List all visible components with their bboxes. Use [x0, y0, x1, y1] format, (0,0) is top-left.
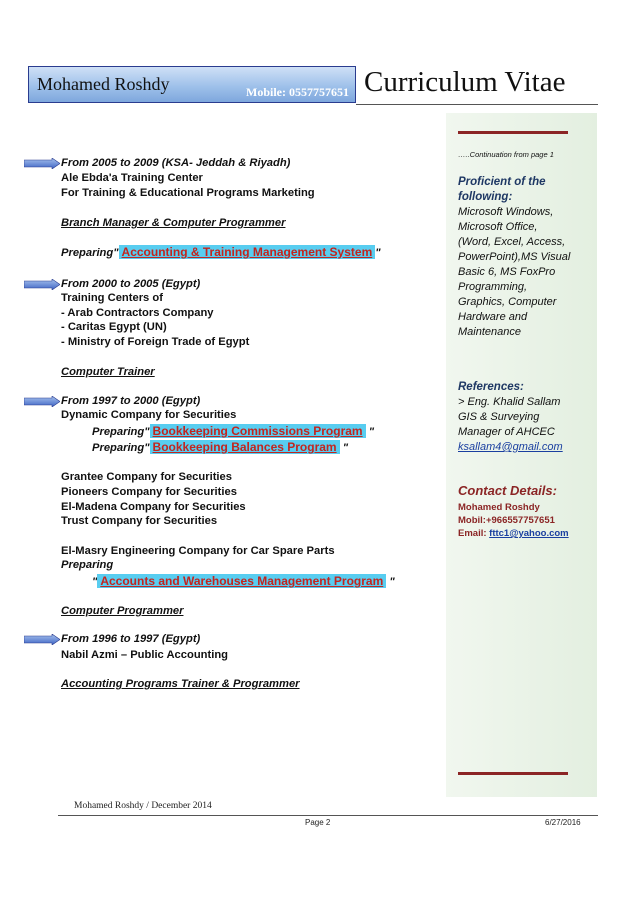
- exp1-close-quote: ": [375, 247, 381, 259]
- exp3-p2-close: ": [342, 442, 349, 454]
- reference-line: GIS & Surveying: [458, 411, 540, 423]
- exp4-role: Accounting Programs Trainer & Programmer: [61, 678, 300, 690]
- exp2-period: From 2000 to 2005 (Egypt): [61, 278, 201, 290]
- exp3-project3-line: [92, 574, 395, 589]
- exp1-project-highlight: Accounting & Training Management System: [119, 245, 376, 259]
- exp2-role: Computer Trainer: [61, 366, 155, 378]
- footer-divider: [58, 815, 598, 816]
- exp3-role: Computer Programmer: [61, 605, 184, 617]
- exp2-client-2: - Caritas Egypt (UN): [61, 321, 167, 333]
- exp3-project1-highlight: Bookkeeping Commissions Program: [150, 424, 366, 438]
- reference-email-link[interactable]: ksallam4@gmail.com: [458, 441, 563, 453]
- exp1-org-line2: For Training & Educational Programs Marketing: [61, 187, 315, 199]
- exp3-period: From 1997 to 2000 (Egypt): [61, 395, 201, 407]
- exp3-p1-preparing: Preparing": [92, 426, 150, 438]
- skill-line: Graphics, Computer: [458, 296, 557, 308]
- exp3-p3-open: ": [92, 576, 98, 588]
- footer-author-date: Mohamed Roshdy / December 2014: [74, 801, 212, 811]
- skill-line: Programming,: [458, 281, 528, 293]
- document-title: Curriculum Vitae: [364, 66, 566, 98]
- header-name: Mohamed Roshdy: [37, 74, 170, 94]
- contact-email-label: Email:: [458, 528, 490, 539]
- reference-line: > Eng. Khalid Sallam: [458, 396, 561, 408]
- skill-line: Microsoft Office,: [458, 221, 538, 233]
- reference-line: Manager of AHCEC: [458, 426, 555, 438]
- exp1-period: From 2005 to 2009 (KSA- Jeddah & Riyadh): [61, 157, 291, 169]
- contact-mobile: Mobil:+966557757651: [458, 515, 555, 526]
- exp1-preparing: Preparing": [61, 247, 119, 259]
- footer-date: 6/27/2016: [545, 818, 581, 827]
- sidebar-top-rule: [458, 131, 568, 134]
- exp3-project1-line: [92, 424, 374, 439]
- proficient-heading-2: following:: [458, 191, 513, 203]
- exp2-client-1: - Arab Contractors Company: [61, 307, 214, 319]
- skill-line: Hardware and: [458, 311, 528, 323]
- exp1-role: Branch Manager & Computer Programmer: [61, 217, 286, 229]
- bullet-arrow-icon: [24, 158, 60, 169]
- exp3-client-3: El-Madena Company for Securities: [61, 501, 246, 513]
- contact-name: Mohamed Roshdy: [458, 502, 540, 513]
- sidebar-panel: [446, 113, 597, 797]
- exp3-project2-line: [92, 440, 348, 455]
- skill-line: (Word, Excel, Access,: [458, 236, 566, 248]
- exp3-preparing: Preparing: [61, 559, 114, 571]
- proficient-heading-1: Proficient of the: [458, 176, 546, 188]
- exp4-org: Nabil Azmi – Public Accounting: [61, 649, 228, 661]
- exp3-p2-preparing: Preparing": [92, 442, 150, 454]
- contact-email-line: [458, 526, 569, 541]
- bullet-arrow-icon: [24, 396, 60, 407]
- exp3-project3-highlight: Accounts and Warehouses Management Program: [97, 574, 386, 588]
- exp2-client-3: - Ministry of Foreign Trade of Egypt: [61, 336, 250, 348]
- exp1-org-line1: Ale Ebda'a Training Center: [61, 172, 203, 184]
- exp2-org: Training Centers of: [61, 292, 163, 304]
- skill-line: Basic 6, MS FoxPro: [458, 266, 556, 278]
- exp3-org: Dynamic Company for Securities: [61, 409, 237, 421]
- skill-line: Maintenance: [458, 326, 521, 338]
- header-name-box: [28, 66, 356, 103]
- exp3-p3-close: ": [389, 576, 395, 588]
- skill-line: PowerPoint),MS Visual: [458, 251, 571, 263]
- sidebar-continuation: …..Continuation from page 1: [458, 150, 554, 159]
- exp4-period: From 1996 to 1997 (Egypt): [61, 633, 201, 645]
- contact-heading: Contact Details:: [458, 483, 557, 498]
- exp3-client-1: Grantee Company for Securities: [61, 471, 232, 483]
- exp3-project2-highlight: Bookkeeping Balances Program: [150, 440, 340, 454]
- sidebar-bottom-rule: [458, 772, 568, 775]
- exp3-client-5: El-Masry Engineering Company for Car Spare Parts: [61, 545, 335, 557]
- exp3-client-4: Trust Company for Securities: [61, 515, 218, 527]
- header-divider: [356, 104, 598, 105]
- bullet-arrow-icon: [24, 634, 60, 645]
- bullet-arrow-icon: [24, 279, 60, 290]
- contact-email-link[interactable]: fttc1@yahoo.com: [489, 528, 569, 539]
- exp3-p1-close: ": [368, 426, 374, 438]
- header-mobile: Mobile: 0557757651: [246, 85, 349, 99]
- footer-page-number: Page 2: [305, 818, 331, 827]
- skill-line: Microsoft Windows,: [458, 206, 554, 218]
- exp1-project-line: [61, 245, 381, 260]
- exp3-client-2: Pioneers Company for Securities: [61, 486, 237, 498]
- references-heading: References:: [458, 381, 524, 393]
